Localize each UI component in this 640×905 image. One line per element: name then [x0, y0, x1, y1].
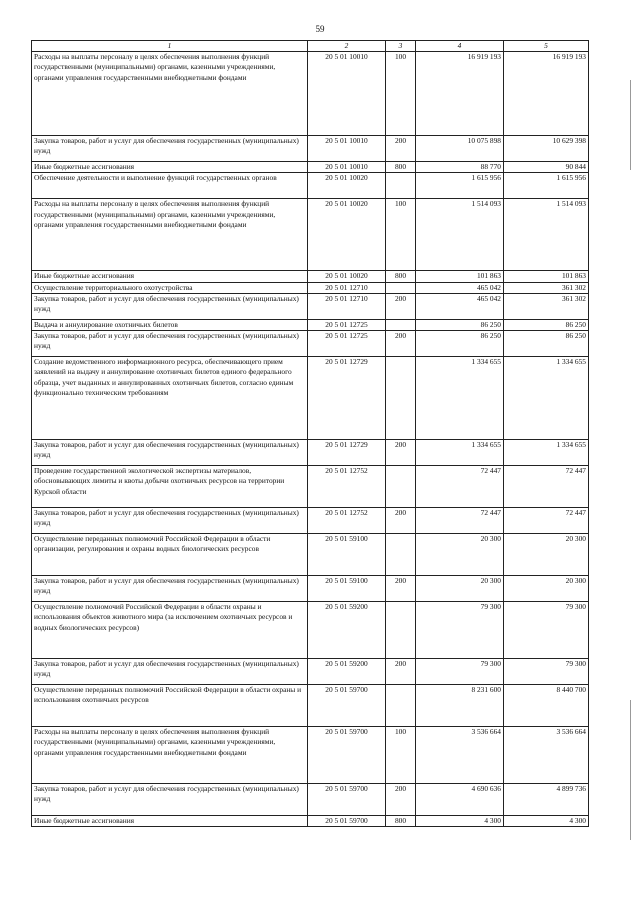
table-row	[32, 357, 589, 440]
cell-expense-type: 100	[386, 52, 416, 136]
cell-expense-type	[386, 534, 416, 576]
cell-expense-type: 800	[386, 271, 416, 282]
cell-value-col5: 79 300	[504, 659, 589, 685]
cell-name: Закупка товаров, работ и услуг для обеспечения государственных (муниципальных) нужд	[32, 576, 308, 602]
cell-code: 20 5 01 12729	[308, 357, 386, 440]
cell-expense-type	[386, 602, 416, 659]
header-cell: 5	[504, 41, 589, 52]
table-row	[32, 440, 589, 466]
cell-name: Расходы на выплаты персоналу в целях обеспечения выполнения функций государственными (муниципальными) органами, казенными учреждениями, органами управления государственными внебюджетными фондами	[32, 199, 308, 271]
cell-expense-type: 100	[386, 199, 416, 271]
cell-expense-type: 200	[386, 508, 416, 534]
cell-expense-type	[386, 173, 416, 199]
table-row	[32, 576, 589, 602]
header-cell: 4	[416, 41, 504, 52]
budget-table	[31, 40, 589, 827]
cell-expense-type	[386, 685, 416, 727]
cell-value-col5: 86 250	[504, 331, 589, 357]
cell-code: 20 5 01 12710	[308, 282, 386, 293]
table-row	[32, 52, 589, 136]
cell-name: Осуществление переданных полномочий Российской Федерации в области организации, регулирования и охраны водных биологических ресурсов	[32, 534, 308, 576]
cell-value-col4: 10 075 898	[416, 136, 504, 162]
cell-name: Осуществление полномочий Российской Федерации в области охраны и использования объектов животного мира (за исключением охотничьих ресурсов и водных биологических ресурсов)	[32, 602, 308, 659]
cell-value-col5: 101 863	[504, 271, 589, 282]
cell-value-col5: 4 300	[504, 816, 589, 827]
cell-name: Обеспечение деятельности и выполнение функций государственных органов	[32, 173, 308, 199]
table-row	[32, 173, 589, 199]
header-cell: 2	[308, 41, 386, 52]
table-row	[32, 602, 589, 659]
cell-expense-type: 200	[386, 784, 416, 816]
cell-name: Осуществление переданных полномочий Российской Федерации в области охраны и использования охотничьих ресурсов	[32, 685, 308, 727]
table-row	[32, 816, 589, 827]
cell-code: 20 5 01 59700	[308, 727, 386, 784]
cell-value-col5: 4 899 736	[504, 784, 589, 816]
cell-value-col5: 361 302	[504, 293, 589, 319]
cell-value-col5: 1 514 093	[504, 199, 589, 271]
cell-code: 20 5 01 10020	[308, 199, 386, 271]
table-row	[32, 508, 589, 534]
cell-value-col5: 3 536 664	[504, 727, 589, 784]
cell-expense-type: 200	[386, 440, 416, 466]
cell-value-col4: 88 770	[416, 162, 504, 173]
budget-table-body	[32, 41, 589, 827]
cell-value-col5: 20 300	[504, 534, 589, 576]
cell-name: Закупка товаров, работ и услуг для обеспечения государственных (муниципальных) нужд	[32, 508, 308, 534]
cell-value-col5: 86 250	[504, 319, 589, 330]
scan-edge-mark	[630, 80, 631, 170]
cell-expense-type	[386, 319, 416, 330]
table-row	[32, 534, 589, 576]
cell-value-col4: 72 447	[416, 466, 504, 508]
cell-expense-type: 800	[386, 816, 416, 827]
cell-name: Закупка товаров, работ и услуг для обеспечения государственных (муниципальных) нужд	[32, 784, 308, 816]
header-cell: 1	[32, 41, 308, 52]
cell-expense-type: 800	[386, 162, 416, 173]
table-row	[32, 659, 589, 685]
cell-value-col4: 1 334 655	[416, 357, 504, 440]
cell-code: 20 5 01 10020	[308, 271, 386, 282]
cell-code: 20 5 01 10010	[308, 52, 386, 136]
cell-code: 20 5 01 12725	[308, 319, 386, 330]
cell-value-col4: 86 250	[416, 331, 504, 357]
cell-value-col5: 72 447	[504, 466, 589, 508]
cell-value-col4: 20 300	[416, 576, 504, 602]
cell-value-col4: 8 231 600	[416, 685, 504, 727]
table-row	[32, 271, 589, 282]
cell-code: 20 5 01 10010	[308, 162, 386, 173]
cell-expense-type	[386, 466, 416, 508]
table-row	[32, 784, 589, 816]
cell-expense-type: 200	[386, 659, 416, 685]
cell-code: 20 5 01 59700	[308, 685, 386, 727]
cell-code: 20 5 01 59700	[308, 784, 386, 816]
cell-name: Осуществление территориального охотустройства	[32, 282, 308, 293]
cell-name: Закупка товаров, работ и услуг для обеспечения государственных (муниципальных) нужд	[32, 331, 308, 357]
cell-code: 20 5 01 59200	[308, 602, 386, 659]
cell-expense-type: 200	[386, 576, 416, 602]
table-row	[32, 136, 589, 162]
table-row	[32, 293, 589, 319]
cell-code: 20 5 01 12710	[308, 293, 386, 319]
cell-value-col5: 79 300	[504, 602, 589, 659]
cell-code: 20 5 01 12752	[308, 466, 386, 508]
table-row	[32, 727, 589, 784]
cell-value-col4: 1 514 093	[416, 199, 504, 271]
table-row	[32, 199, 589, 271]
cell-value-col5: 1 334 655	[504, 440, 589, 466]
cell-name: Иные бюджетные ассигнования	[32, 162, 308, 173]
cell-value-col4: 4 300	[416, 816, 504, 827]
cell-value-col4: 86 250	[416, 319, 504, 330]
cell-code: 20 5 01 12752	[308, 508, 386, 534]
cell-value-col5: 10 629 398	[504, 136, 589, 162]
cell-value-col4: 4 690 636	[416, 784, 504, 816]
cell-name: Выдача и аннулирование охотничьих билетов	[32, 319, 308, 330]
cell-value-col4: 101 863	[416, 271, 504, 282]
table-row	[32, 466, 589, 508]
table-row	[32, 685, 589, 727]
cell-code: 20 5 01 59100	[308, 576, 386, 602]
table-header-row	[32, 41, 589, 52]
cell-expense-type: 200	[386, 331, 416, 357]
cell-value-col4: 79 300	[416, 659, 504, 685]
cell-value-col5: 72 447	[504, 508, 589, 534]
cell-expense-type: 100	[386, 727, 416, 784]
table-row	[32, 282, 589, 293]
cell-value-col4: 1 615 956	[416, 173, 504, 199]
cell-value-col5: 20 300	[504, 576, 589, 602]
cell-value-col5: 90 844	[504, 162, 589, 173]
header-cell: 3	[386, 41, 416, 52]
cell-value-col4: 465 042	[416, 293, 504, 319]
cell-code: 20 5 01 12729	[308, 440, 386, 466]
cell-name: Иные бюджетные ассигнования	[32, 816, 308, 827]
cell-code: 20 5 01 59100	[308, 534, 386, 576]
cell-expense-type: 200	[386, 293, 416, 319]
cell-value-col4: 79 300	[416, 602, 504, 659]
cell-code: 20 5 01 59700	[308, 816, 386, 827]
cell-code: 20 5 01 10020	[308, 173, 386, 199]
cell-code: 20 5 01 12725	[308, 331, 386, 357]
cell-value-col4: 16 919 193	[416, 52, 504, 136]
cell-value-col4: 72 447	[416, 508, 504, 534]
cell-name: Расходы на выплаты персоналу в целях обеспечения выполнения функций государственными (муниципальными) органами, казенными учреждениями, органами управления государственными внебюджетными фондами	[32, 52, 308, 136]
cell-code: 20 5 01 59200	[308, 659, 386, 685]
cell-name: Закупка товаров, работ и услуг для обеспечения государственных (муниципальных) нужд	[32, 136, 308, 162]
cell-value-col5: 16 919 193	[504, 52, 589, 136]
cell-code: 20 5 01 10010	[308, 136, 386, 162]
cell-expense-type: 200	[386, 136, 416, 162]
cell-name: Закупка товаров, работ и услуг для обеспечения государственных (муниципальных) нужд	[32, 293, 308, 319]
page-number: 59	[315, 24, 325, 34]
cell-value-col5: 1 334 655	[504, 357, 589, 440]
cell-value-col4: 1 334 655	[416, 440, 504, 466]
scan-edge-mark	[630, 700, 631, 840]
cell-name: Иные бюджетные ассигнования	[32, 271, 308, 282]
cell-value-col4: 20 300	[416, 534, 504, 576]
cell-name: Закупка товаров, работ и услуг для обеспечения государственных (муниципальных) нужд	[32, 659, 308, 685]
cell-name: Проведение государственной экологической экспертизы материалов, обосновывающих лимиты и квоты добычи охотничьих ресурсов на территории Курской области	[32, 466, 308, 508]
cell-value-col5: 361 302	[504, 282, 589, 293]
table-row	[32, 331, 589, 357]
table-row	[32, 162, 589, 173]
cell-name: Создание ведомственного информационного ресурса, обеспечивающего прием заявлений на выдачу и аннулирование охотничьих билетов единого федерального образца, учет выданных и аннулированных охотничьих билетов, согласно единым функционально техническим требованиям	[32, 357, 308, 440]
cell-name: Закупка товаров, работ и услуг для обеспечения государственных (муниципальных) нужд	[32, 440, 308, 466]
cell-value-col4: 465 042	[416, 282, 504, 293]
cell-expense-type	[386, 282, 416, 293]
cell-value-col4: 3 536 664	[416, 727, 504, 784]
cell-expense-type	[386, 357, 416, 440]
table-row	[32, 319, 589, 330]
cell-value-col5: 1 615 956	[504, 173, 589, 199]
cell-value-col5: 8 440 700	[504, 685, 589, 727]
cell-name: Расходы на выплаты персоналу в целях обеспечения выполнения функций государственными (муниципальными) органами, казенными учреждениями, органами управления государственными внебюджетными фондами	[32, 727, 308, 784]
